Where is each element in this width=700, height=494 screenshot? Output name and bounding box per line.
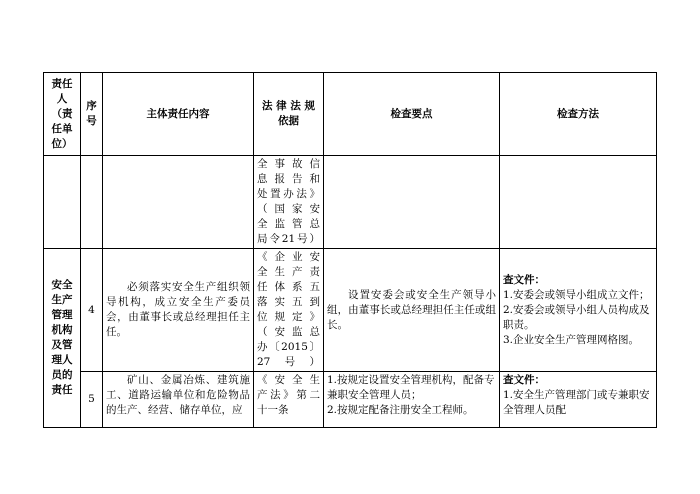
method-item: 1.安全生产管理部门或专兼职安全管理人员配 (503, 389, 650, 416)
header-check-method: 检查方法 (500, 73, 657, 156)
law-cell: 《 安 全 生 产法》第二 十一条 (254, 372, 324, 428)
header-law: 法 律 法 规 依据 (254, 73, 324, 156)
check-points-cell: 1.按规定设置安全管理机构，配备专兼职安全管理人员； 2.按规定配备注册安全工程师。 (324, 372, 500, 428)
check-method-cell (500, 249, 657, 372)
law-cell: 《 企 业 安 全 生 产 责 任 体 系 五 落 实 五 到 位 规 定 》 （ 安 监 总 办〔2015〕 27号） (254, 249, 324, 372)
check-method-cell-empty (500, 156, 657, 249)
header-check-points: 检查要点 (324, 73, 500, 156)
seq-cell: 5 (81, 372, 103, 428)
method-title: 查文件： (503, 374, 545, 386)
seq-cell: 4 (81, 249, 103, 372)
unit-cell-empty (44, 156, 81, 249)
table-row-5 (44, 372, 657, 428)
method-title: 查文件： (503, 273, 545, 286)
header-content: 主体责任内容 (103, 73, 254, 156)
check-points-cell: 设置安委会或安全生产领导小组，由董事长或总经理担任主任或组长。 (324, 249, 500, 372)
responsibility-table (43, 72, 657, 428)
table-row-continued (44, 156, 657, 249)
header-seq: 序 号 (81, 73, 103, 156)
header-unit: 责任 人 （责 任单 位） (44, 73, 81, 156)
table-row-4 (44, 249, 657, 372)
table-header-row (44, 73, 657, 156)
method-item: 1.安委会或领导小组成立文件； (503, 288, 650, 301)
method-item: 3.企业安全生产管理网格图。 (503, 333, 640, 346)
check-points-cell-empty (324, 156, 500, 249)
method-item: 2.安委会或领导小组人员构成及职责。 (503, 303, 650, 331)
check-method-cell (500, 372, 657, 428)
unit-cell: 安全 生产 管理 机构 及管 理人 员的 责任 (44, 249, 81, 428)
law-cell: 全 事 故 信 息 报 告 和 处置办法》 （ 国 家 安 全 监 管 总 局令21号） (254, 156, 324, 249)
seq-cell-empty (81, 156, 103, 249)
content-cell: 矿山、金属冶炼、建筑施工、道路运输单位和危险物品的生产、经营、储存单位，应 (103, 372, 254, 428)
content-cell-empty (103, 156, 254, 249)
content-cell: 必须落实安全生产组织领导机构，成立安全生产委员会，由董事长或总经理担任主任。 (103, 249, 254, 372)
